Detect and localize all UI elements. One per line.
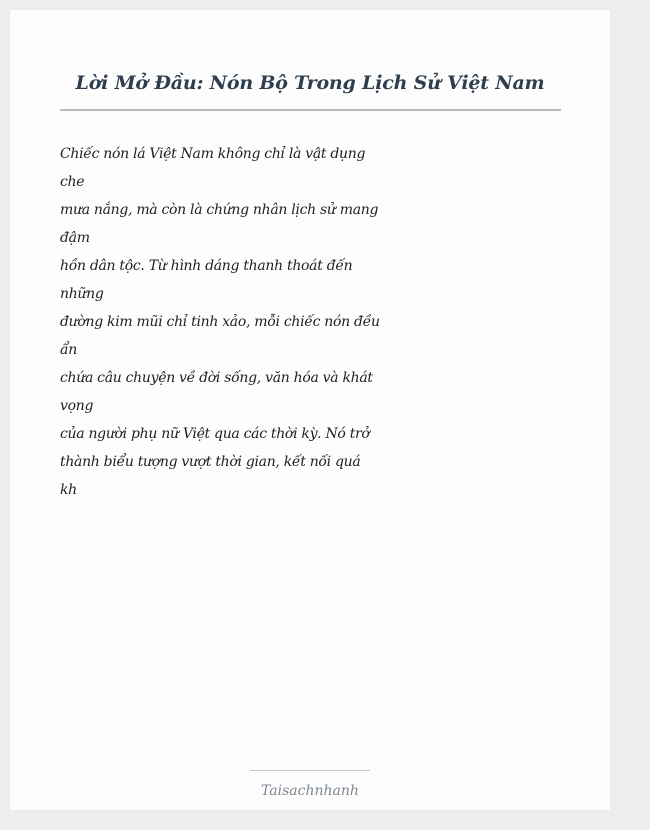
- text-line: đường kim mũi chỉ tinh xảo, mỗi chiếc nón đều: [60, 314, 380, 330]
- footer-brand: Taisachnhanh: [261, 783, 359, 799]
- text-line: vọng: [60, 398, 94, 414]
- text-line: chứa câu chuyện về đời sống, văn hóa và khát: [60, 370, 373, 386]
- title-divider: [60, 109, 561, 111]
- body-text: [60, 140, 380, 504]
- text-line: của người phụ nữ Việt qua các thời kỳ. Nó trở: [60, 426, 370, 442]
- text-line: che: [60, 174, 85, 190]
- text-line: Chiếc nón lá Việt Nam không chỉ là vật dụng: [60, 146, 366, 162]
- text-line: ẩn: [60, 342, 77, 358]
- text-line: mưa nắng, mà còn là chứng nhân lịch sử mang: [60, 202, 379, 218]
- text-line: đậm: [60, 230, 90, 246]
- text-line: kh: [60, 482, 77, 498]
- footer-divider: [250, 770, 370, 771]
- text-line: hồn dân tộc. Từ hình dáng thanh thoát đến: [60, 258, 353, 274]
- text-line: những: [60, 286, 104, 302]
- text-line: thành biểu tượng vượt thời gian, kết nối quá: [60, 454, 361, 470]
- document-page: [10, 10, 610, 810]
- page-title: Lời Mở Đầu: Nón Bộ Trong Lịch Sử Việt Nam: [75, 72, 545, 94]
